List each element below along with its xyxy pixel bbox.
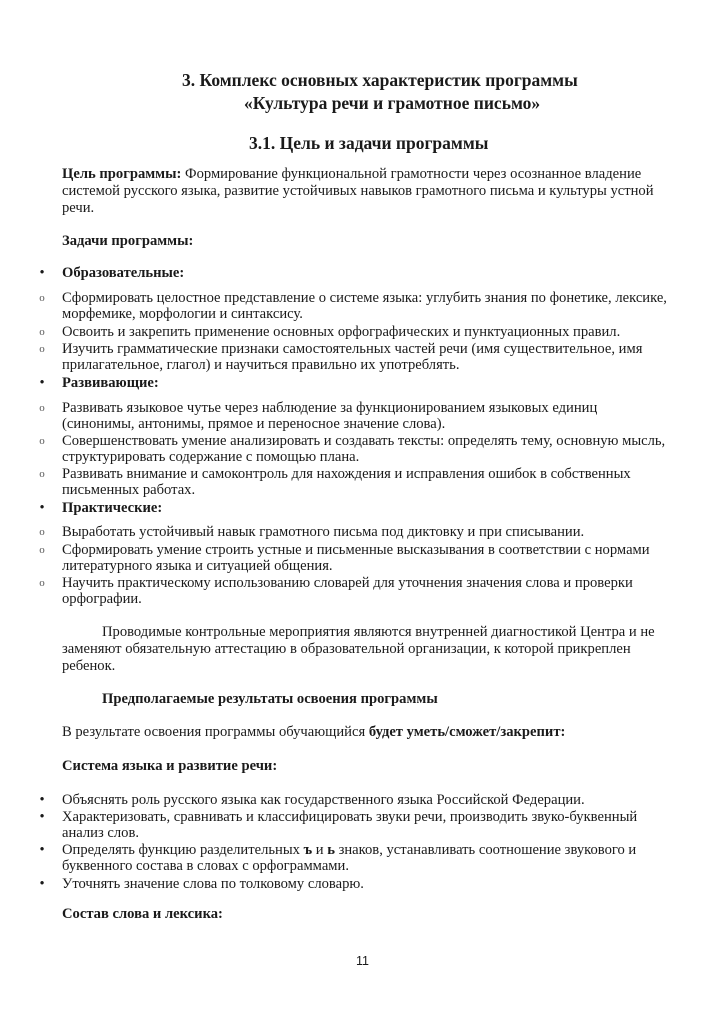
goal-label: Цель программы: <box>62 166 182 182</box>
control-note-paragraph <box>62 624 662 674</box>
item-line: прилагательное, глагол) и научиться правильно их употреблять. <box>62 357 460 373</box>
bullet-icon: • <box>39 809 45 825</box>
results-intro-bold: будет уметь/сможет/закрепит: <box>368 724 566 740</box>
circle-bullet-icon: o <box>39 343 45 355</box>
item-line: и <box>312 842 328 858</box>
bullet-icon: • <box>39 500 45 516</box>
note-line: заменяют обязательную аттестацию в образовательной организации, к которой прикреплен <box>62 641 631 657</box>
bullet-icon: • <box>39 876 45 892</box>
item-line: знаков, устанавливать соотношение звукового и <box>334 842 637 858</box>
item-line: Уточнять значение слова по толковому словарю. <box>62 876 364 892</box>
item-line: литературного языка и ситуацией общения. <box>62 558 333 574</box>
item-line: анализ слов. <box>62 825 139 841</box>
circle-bullet-icon: o <box>39 468 45 480</box>
item-line: Развивать языковое чутье через наблюдение за функционированием языковых единиц <box>62 400 598 416</box>
item-line: Совершенствовать умение анализировать и создавать тексты: определять тему, основную мысль, <box>62 433 666 449</box>
group-title: Развивающие: <box>62 375 159 391</box>
section-title: 3. Комплекс основных характеристик программы <box>182 70 578 90</box>
item-line: Развивать внимание и самоконтроль для нахождения и исправления ошибок в собственных <box>62 466 631 482</box>
item-line: Определять функцию разделительных <box>62 842 304 858</box>
item-line: Освоить и закрепить применение основных орфографических и пунктуационных правил. <box>62 324 621 340</box>
page-number: 11 <box>356 954 369 968</box>
item-line: орфографии. <box>62 591 142 607</box>
group-title: Практические: <box>62 500 163 516</box>
note-line: ребенок. <box>62 658 116 674</box>
section-word-structure: Состав слова и лексика: <box>62 906 223 922</box>
goal-text-line2: системой русского языка, развитие устойчивых навыков грамотного письма и культуры устной <box>62 183 654 199</box>
goal-text-line3: речи. <box>62 200 95 216</box>
circle-bullet-icon: o <box>39 402 45 414</box>
circle-bullet-icon: o <box>39 526 45 538</box>
circle-bullet-icon: o <box>39 544 45 556</box>
item-line: (синонимы, антонимы, прямое и переносное значение слова). <box>62 416 446 432</box>
item-line: письменных работах. <box>62 482 196 498</box>
program-name: «Культура речи и грамотное письмо» <box>244 93 541 113</box>
circle-bullet-icon: o <box>39 435 45 447</box>
item-line: буквенного состава в словах с орфограммами. <box>62 858 349 874</box>
hard-sign: ъ <box>303 842 313 858</box>
section-language-speech: Система языка и развитие речи: <box>62 758 278 774</box>
subsection-title: 3.1. Цель и задачи программы <box>249 133 489 153</box>
item-line: морфемике, морфологии и синтаксису. <box>62 306 303 322</box>
item-line: Объяснять роль русского языка как государственного языка Российской Федерации. <box>62 792 585 808</box>
results-intro <box>62 724 565 740</box>
item-line: Выработать устойчивый навык грамотного письма под диктовку и при списывании. <box>62 524 585 540</box>
results-heading: Предполагаемые результаты освоения программы <box>102 691 438 707</box>
bullet-icon: • <box>39 375 45 391</box>
results-intro-text: В результате освоения программы обучающийся <box>62 724 369 740</box>
item-line: структурировать содержание с помощью плана. <box>62 449 360 465</box>
bullet-icon: • <box>39 792 45 808</box>
goal-text: Формирование функциональной грамотности через осознанное владение <box>181 166 642 182</box>
circle-bullet-icon: o <box>39 326 45 338</box>
circle-bullet-icon: o <box>39 292 45 304</box>
soft-sign: ь <box>327 842 335 858</box>
item-line: Научить практическому использованию словарей для уточнения значения слова и проверки <box>62 575 633 591</box>
bullet-icon: • <box>39 265 45 281</box>
item-line: Сформировать умение строить устные и письменные высказывания в соответствии с нормами <box>62 542 650 558</box>
group-title: Образовательные: <box>62 265 185 281</box>
item-line: Характеризовать, сравнивать и классифицировать звуки речи, производить звуко-буквенный <box>62 809 638 825</box>
item-line: Изучить грамматические признаки самостоятельных частей речи (имя существительное, имя <box>62 341 643 357</box>
goal-paragraph <box>62 166 662 216</box>
circle-bullet-icon: o <box>39 577 45 589</box>
tasks-heading: Задачи программы: <box>62 233 194 249</box>
bullet-icon: • <box>39 842 45 858</box>
item-line: Сформировать целостное представление о системе языка: углубить знания по фонетике, лексике, <box>62 290 667 306</box>
note-line: Проводимые контрольные мероприятия являются внутренней диагностикой Центра и не <box>102 624 655 640</box>
